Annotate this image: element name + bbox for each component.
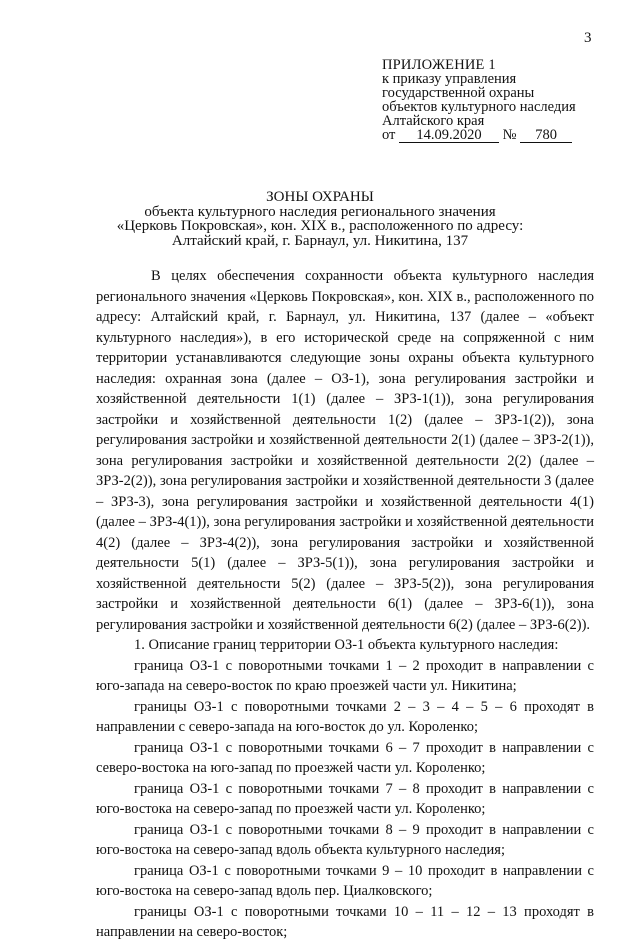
number-prefix: № — [502, 127, 517, 143]
appendix-heading: ПРИЛОЖЕНИЕ 1 — [382, 57, 496, 73]
boundary-paragraph: граница ОЗ-1 с поворотными точками 7 – 8 проходит в направлении с юго-востока на северо-запад по проезжей части ул. Короленко; — [96, 780, 594, 817]
boundary-paragraph: граница ОЗ-1 с поворотными точками 8 – 9 проходит в направлении с юго-востока на северо-запад вдоль объекта культурного наследия; — [96, 821, 594, 858]
boundary-paragraph: границы ОЗ-1 с поворотными точками 10 – 11 – 12 – 13 проходят в направлении на северо-восток; — [96, 903, 594, 940]
title-line: Алтайский край, г. Барнаул, ул. Никитина, 137 — [171, 232, 469, 249]
section-heading: 1. Описание границ территории ОЗ-1 объекта культурного наследия: — [134, 637, 559, 653]
page-number: 3 — [584, 30, 592, 46]
title-line: объекта культурного наследия регионального значения — [144, 203, 496, 220]
order-date: 14.09.2020 — [399, 129, 499, 143]
title-line: «Церковь Покровская», кон. XIX в., расположенного по адресу: — [116, 218, 524, 234]
document-body — [96, 266, 594, 943]
appendix-header — [382, 58, 622, 143]
boundary-paragraph: граница ОЗ-1 с поворотными точками 6 – 7 проходит в направлении с северо-востока на юго-запад по проезжей части ул. Короленко; — [96, 739, 594, 776]
appendix-date-line — [382, 128, 622, 143]
appendix-line: Алтайского края — [382, 113, 485, 129]
appendix-line: к приказу управления — [382, 71, 517, 87]
boundary-paragraph: границы ОЗ-1 с поворотными точками 2 – 3 – 4 – 5 – 6 проходят в направлении с северо-запада на юго-восток до ул. Короленко; — [96, 698, 594, 735]
title-heading: ЗОНЫ ОХРАНЫ — [266, 189, 374, 205]
order-number: 780 — [520, 129, 572, 143]
boundary-paragraph: граница ОЗ-1 с поворотными точками 1 – 2 проходит в направлении с юго-запада на северо-восток по краю проезжей части ул. Никитина; — [96, 657, 594, 694]
date-prefix: от — [382, 127, 396, 143]
document-title — [0, 190, 640, 248]
appendix-line: объектов культурного наследия — [382, 99, 576, 115]
appendix-line: государственной охраны — [382, 85, 535, 101]
boundary-paragraph: граница ОЗ-1 с поворотными точками 9 – 10 проходит в направлении с юго-востока на северо-запад вдоль пер. Циалковского; — [96, 862, 594, 899]
intro-paragraph: В целях обеспечения сохранности объекта культурного наследия регионального значения «Церковь Покровская», кон. XIX в., расположенного по адресу: Алтайский край, г. Барнаул, ул. Никитина, 137 (далее – «объект культурного наследия»), в его исторической среде на сопряженной с ним территории устанавливаются следующие зоны охраны объекта культурного наследия: охранная зона (далее – ОЗ-1), зона регулирования застройки и хозяйственной деятельности 1(1) (далее – ЗРЗ-1(1)), зона регулирования застройки и хозяйственной деятельности 1(2) (далее – ЗРЗ-1(2)), зона регулирования застройки и хозяйственной деятельности 2(1) (далее – ЗРЗ-2(1)), зона регулирования застройки и хозяйственной деятельности 2(2) (далее – ЗРЗ-2(2)), зона регулирования застройки и хозяйственной деятельности 3 (далее – ЗРЗ-3), зона регулирования застройки и хозяйственной деятельности 4(1) (далее – ЗРЗ-4(1)), зона регулирования застройки и хозяйственной деятельности 4(2) (далее – ЗРЗ-4(2)), зона регулирования застройки и хозяйственной деятельности 5(1) (далее – ЗРЗ-5(1)), зона регулирования застройки и хозяйственной деятельности 5(2) (далее – ЗРЗ-5(2)), зона регулирования застройки и хозяйственной деятельности 6(1) (далее – ЗРЗ-6(1)), зона регулирования застройки и хозяйственной деятельности 6(2) (далее – ЗРЗ-6(2)). — [96, 268, 594, 633]
